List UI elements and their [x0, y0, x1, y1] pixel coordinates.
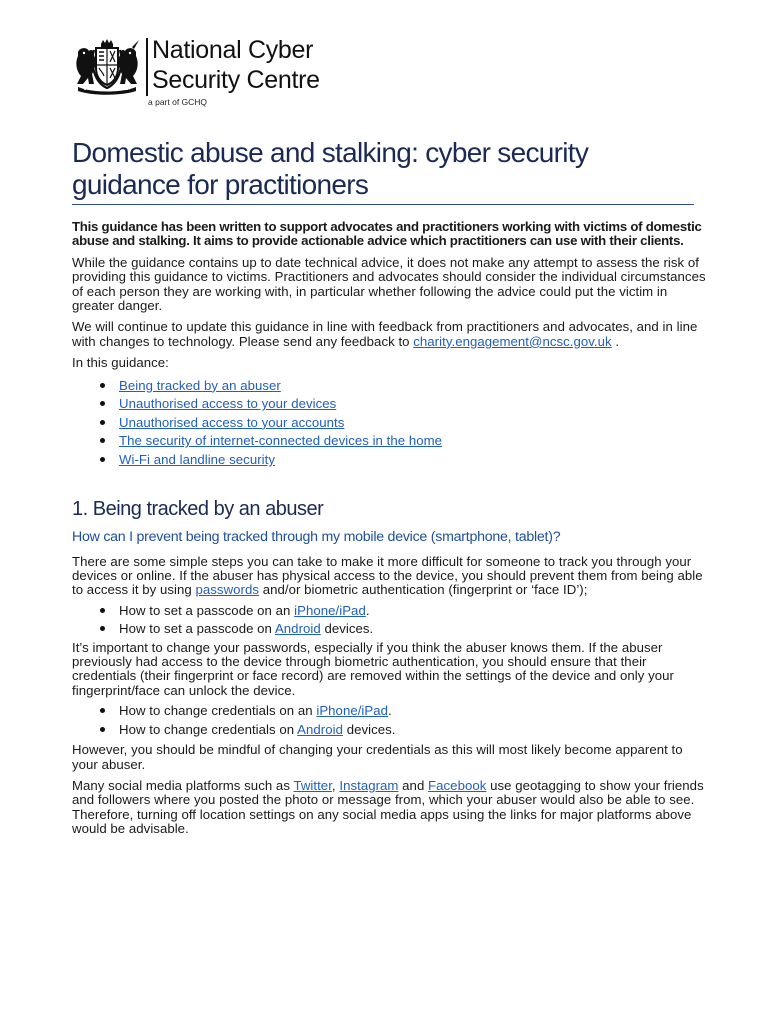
feedback-email-link[interactable]: charity.engagement@ncsc.gov.uk: [413, 333, 612, 349]
passwords-link[interactable]: passwords: [195, 582, 259, 598]
list-item: [72, 620, 712, 638]
tracking-text: There are some simple steps you can take to make it more difficult for someone to track you through your devices or online. If the abuser has physical access to the device, you should prevent them from being able to access it by using: [72, 553, 703, 598]
toc-link-devices[interactable]: Unauthorised access to your devices: [119, 396, 337, 412]
iphone-passcode-link[interactable]: iPhone/iPad: [294, 602, 366, 618]
list-item: [72, 602, 712, 620]
instagram-link[interactable]: Instagram: [339, 777, 399, 793]
android-credentials-link[interactable]: Android: [297, 721, 343, 737]
passcode-list: [72, 602, 712, 639]
bullet-text: How to change credentials on: [119, 721, 295, 737]
toc-link-wifi-landline[interactable]: Wi-Fi and landline security: [119, 452, 275, 468]
feedback-end: .: [615, 333, 620, 349]
logo-text-line1: National Cyber: [152, 36, 314, 64]
toc-link-accounts[interactable]: Unauthorised access to your accounts: [119, 414, 345, 430]
bullet-text: How to set a passcode on an: [119, 602, 291, 618]
toc-label: In this guidance:: [72, 355, 169, 371]
social-sep: ,: [331, 777, 336, 793]
social-text: Many social media platforms such as: [72, 777, 290, 793]
social-media-paragraph: [72, 779, 712, 837]
bullet-text-end: .: [388, 703, 392, 719]
list-item: [72, 451, 712, 470]
royal-crest-icon: [72, 38, 142, 96]
list-item: [72, 721, 712, 739]
toc-list: [72, 377, 712, 470]
bullet-text: How to change credentials on an: [119, 703, 313, 719]
logo-subtitle: a part of GCHQ: [148, 97, 208, 107]
list-item: [72, 395, 712, 414]
logo-divider: [146, 38, 148, 96]
section-heading: 1. Being tracked by an abuser: [72, 497, 324, 520]
disclaimer-paragraph: While the guidance contains up to date technical advice, it does not make any attempt to assess the risk of providing this guidance to victims. Practitioners and advocates should consider the individual circumstances of each person they are working with, in particular whether following the advice could put the victim in greater danger.: [72, 254, 706, 314]
toc-link-tracked[interactable]: Being tracked by an abuser: [119, 377, 281, 393]
page-title: Domestic abuse and stalking: cyber security guidance for practitioners: [72, 137, 694, 205]
list-item: [72, 702, 712, 720]
bullet-text-end: .: [365, 602, 370, 618]
twitter-link[interactable]: Twitter: [293, 777, 332, 793]
list-item: [72, 414, 712, 433]
android-passcode-link[interactable]: Android: [274, 621, 321, 637]
change-passwords-paragraph: It’s important to change your passwords, especially if you think the abuser knows them. If the abuser previously had access to the device through biometric authentication, you should ensure that their credentials (their fingerprint or face record) are removed within the settings of the device and only your fingerprint/face can unlock the device.: [72, 639, 674, 698]
tracking-text-end: and/or biometric authentication (fingerprint or ‘face ID’);: [262, 582, 588, 598]
social-and: and: [402, 777, 425, 793]
list-item: [72, 377, 712, 396]
iphone-credentials-link[interactable]: iPhone/iPad: [316, 703, 389, 719]
document-body: [72, 137, 712, 837]
logo-text-line2: Security Centre: [152, 66, 320, 94]
mindful-paragraph: However, you should be mindful of changing your credentials as this will most likely become apparent to your abuser.: [72, 742, 683, 772]
bullet-text: How to set a passcode on: [119, 621, 272, 637]
feedback-text: We will continue to update this guidance in line with feedback from practitioners and advocates, and in line with changes to technology. Please send any feedback to: [72, 319, 698, 349]
list-item: [72, 432, 712, 451]
ncsc-logo: [72, 36, 362, 110]
tracking-paragraph: [72, 555, 712, 598]
intro-paragraph: This guidance has been written to support advocates and practitioners working with victims of domestic abuse and stalking. It aims to provide actionable advice which practitioners can use with their clients.: [72, 219, 702, 249]
social-text-rest: use geotagging to show your friends and followers where you posted the photo or message from, which your abuser would also be able to see. Therefore, turning off location settings on any social media apps using the links for major platforms above would be advisable.: [72, 777, 704, 837]
section-subheading: How can I prevent being tracked through my mobile device (smartphone, tablet)?: [72, 528, 561, 545]
bullet-text-end: devices.: [346, 721, 396, 737]
bullet-text-end: devices.: [324, 621, 374, 637]
toc-link-home-devices[interactable]: The security of internet-connected devices in the home: [119, 433, 443, 449]
feedback-paragraph: [72, 320, 712, 349]
facebook-link[interactable]: Facebook: [428, 777, 487, 793]
credentials-list: [72, 702, 712, 739]
